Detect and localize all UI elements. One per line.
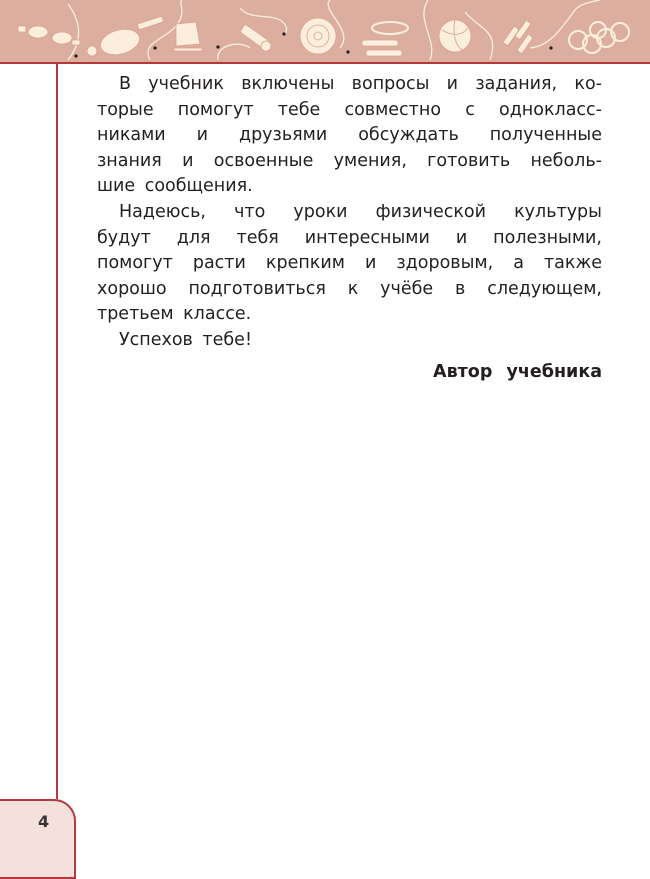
decorative-header-band [0, 0, 650, 62]
text-line: Надеюсь, что уроки физической культуры [119, 201, 602, 222]
text-line: торые помогут тебе совместно с однокласс- [97, 99, 602, 120]
text-line: знания и освоенные умения, готовить неболь- [97, 150, 602, 171]
text-line: хорошо подготовиться к учёбе в следующем, [97, 278, 602, 299]
text-line: В учебник включены вопросы и задания, ко- [119, 74, 602, 94]
text-line: никами и друзьями обсуждать полученные [97, 125, 602, 146]
preface-text [97, 72, 602, 385]
paragraph-1 [97, 72, 602, 200]
text-line: будут для тебя интересными и полезными, [97, 227, 602, 248]
page-number-tab [0, 799, 76, 879]
paragraph-2 [97, 200, 602, 328]
sports-equipment-decor [0, 0, 650, 62]
text-line: Успехов тебе! [119, 329, 252, 350]
page-number: 4 [38, 812, 50, 831]
text-line: шие сообщения. [97, 176, 253, 197]
text-line: помогут расти крепким и здоровым, а также [97, 253, 602, 274]
margin-line [56, 62, 58, 799]
author-signature: Автор учебника [433, 361, 602, 382]
text-line: третьем классе. [97, 304, 252, 325]
paragraph-3 [97, 328, 602, 354]
header-divider-line [0, 62, 650, 64]
